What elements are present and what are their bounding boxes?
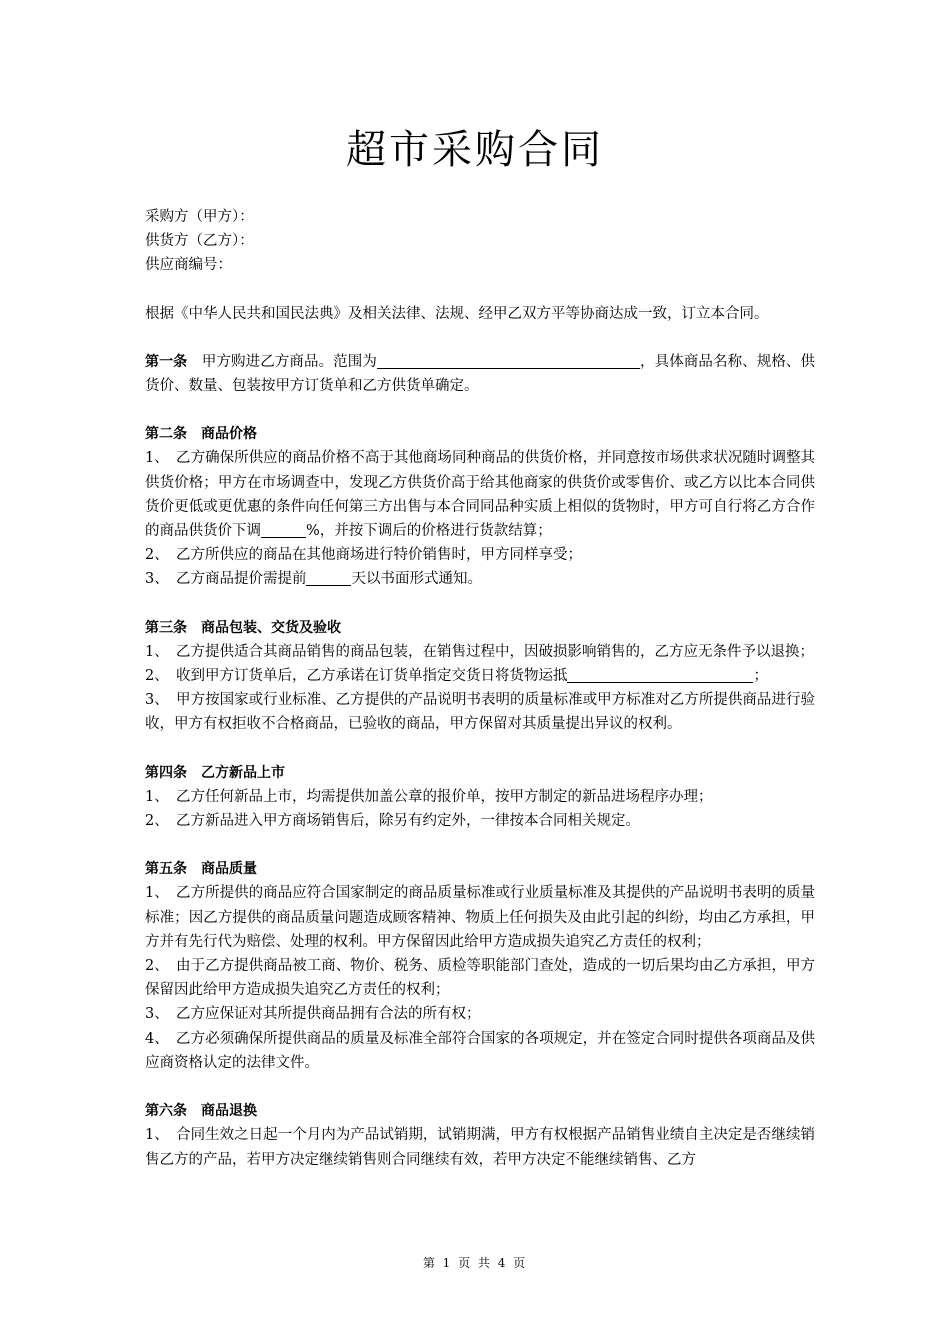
supplier-number-line: 供应商编号： xyxy=(145,257,232,274)
article-2-item-3 xyxy=(145,567,815,591)
article-1-heading: 第一条 xyxy=(145,353,188,370)
article-2-item-2: 2、 乙方所供应的商品在其他商场进行特价销售时，甲方同样享受； xyxy=(145,547,582,564)
scope-blank xyxy=(377,352,640,369)
article-5-item-4: 4、 乙方必须确保所提供商品的质量及标准全部符合国家的各项规定，并在签定合同时提供各项商品及供应商资格认定的法律文件。 xyxy=(145,1030,815,1071)
article-1-text-a: 甲方购进乙方商品。范围为 xyxy=(187,353,377,370)
article-5-item-1: 1、 乙方所提供的商品应符合国家制定的商品质量标准或行业质量标准及其提供的产品说明书表明的质量标准；因乙方提供的商品质量问题造成顾客精神、物质上任何损失及由此引起的纠纷，均由乙方承担，甲方并有先行代为赔偿、处理的权利。甲方保留因此给甲方造成损失追究乙方责任的权利； xyxy=(145,885,815,950)
article-6-item-1: 1、 合同生效之日起一个月内为产品试销期，试销期满，甲方有权根据产品销售业绩自主决定是否继续销售乙方的产品，若甲方决定继续销售则合同继续有效，若甲方决定不能继续销售、乙方 xyxy=(145,1127,815,1168)
buyer-line: 采购方（甲方）： xyxy=(145,209,254,225)
article-5-item-2: 2、 由于乙方提供商品被工商、物价、税务、质检等职能部门查处，造成的一切后果均由乙方承担，甲方保留因此给甲方造成损失追究乙方责任的权利； xyxy=(145,958,815,999)
article-3-item-2-text-b: ； xyxy=(753,668,768,685)
document-body xyxy=(145,205,815,1172)
article-4-heading: 第四条 乙方新品上市 xyxy=(145,764,285,781)
discount-percent-blank xyxy=(261,521,306,538)
supplier-line: 供货方（乙方）： xyxy=(145,233,254,250)
article-3-item-2 xyxy=(145,664,815,688)
article-1 xyxy=(145,350,815,398)
article-4-item-2: 2、 乙方新品进入甲方商场销售后，除另有约定外，一律按本合同相关规定。 xyxy=(145,813,640,830)
article-4-item-1: 1、 乙方任何新品上市，均需提供加盖公章的报价单，按甲方制定的新品进场程序办理； xyxy=(145,788,713,805)
article-2-item-1-text-a: 1、 乙方确保所供应的商品价格不高于其他商场同种商品的供货价格，并同意按市场供求状况随时调整其供货价格；甲方在市场调查中，发现乙方供货价高于给其他商家的供货价或零售价、或乙方以比本合同供货价更低或更优惠的条件向任何第三方出售与本合同同品种实质上相似的货物时，甲方可自行将乙方合作的商品供货价下调 xyxy=(145,450,815,540)
article-3-item-2-text-a: 2、 收到甲方订货单后，乙方承诺在订货单指定交货日将货物运抵 xyxy=(145,668,568,685)
article-2-item-1 xyxy=(145,446,815,543)
article-3-item-3: 3、 甲方按国家或行业标准、乙方提供的产品说明书表明的质量标准或甲方标准对乙方所提供商品进行验收，甲方有权拒收不合格商品，已验收的商品，甲方保留对其质量提出异议的权利。 xyxy=(145,692,815,733)
preamble: 根据《中华人民共和国民法典》及相关法律、法规、经甲乙双方平等协商达成一致，订立本合同。 xyxy=(145,305,769,322)
article-2-item-1-text-b: %，并按下调后的价格进行货款结算； xyxy=(306,523,552,540)
page-footer: 第 1 页 共 4 页 xyxy=(422,1256,528,1270)
article-6-heading: 第六条 商品退换 xyxy=(145,1103,257,1120)
article-5-item-3: 3、 乙方应保证对其所提供商品拥有合法的所有权； xyxy=(145,1006,481,1023)
article-1-text-b: ，具体商品名称、规格、供货价、数量、包装按甲方订货单和乙方供货单确定。 xyxy=(145,353,816,395)
article-3-item-1: 1、 乙方提供适合其商品销售的商品包装，在销售过程中，因破损影响销售的，乙方应无条件予以退换； xyxy=(145,643,814,660)
article-3-heading: 第三条 商品包装、交货及验收 xyxy=(145,619,341,636)
document-title: 超市采购合同 xyxy=(346,127,604,173)
delivery-location-blank xyxy=(567,666,753,683)
article-2-item-3-text-b: 天以书面形式通知。 xyxy=(351,571,482,588)
notice-days-blank xyxy=(306,569,351,586)
article-2-heading: 第二条 商品价格 xyxy=(145,426,257,443)
article-5-heading: 第五条 商品质量 xyxy=(145,861,257,878)
article-2-item-3-text-a: 3、 乙方商品提价需提前 xyxy=(145,571,307,588)
